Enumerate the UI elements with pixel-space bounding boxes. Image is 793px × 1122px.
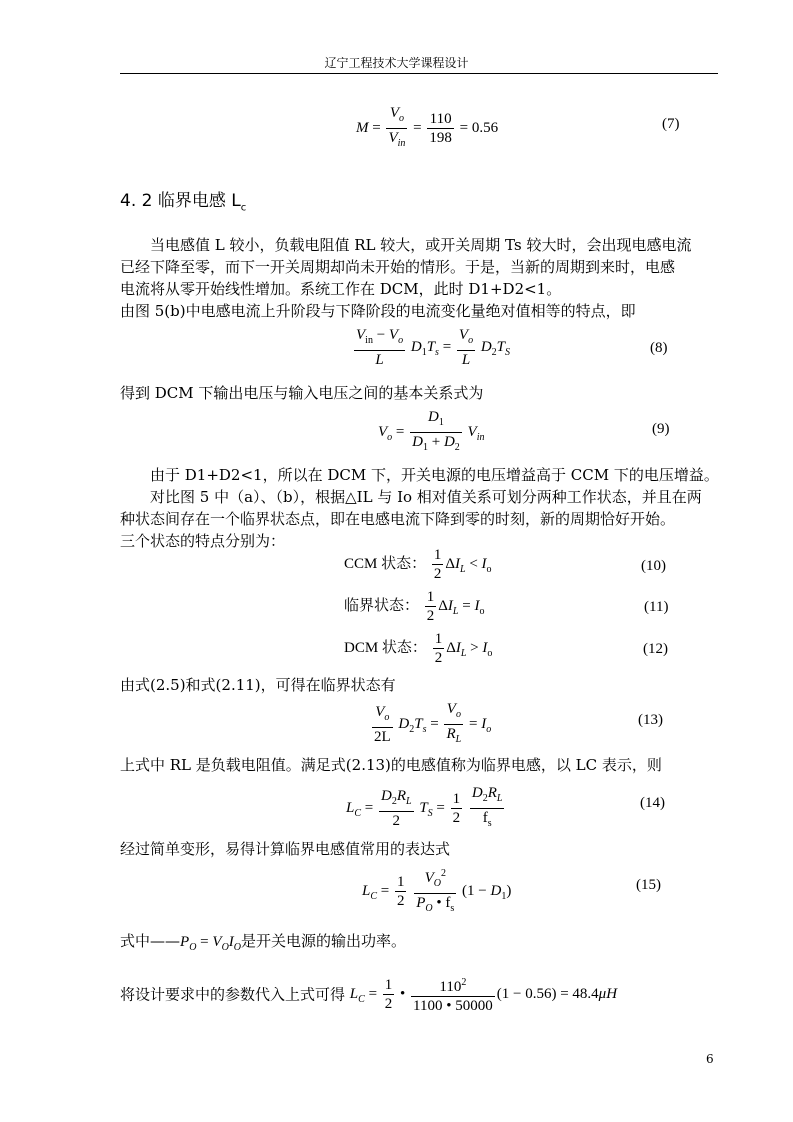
- paragraph-line: 由式(2.5)和式(2.11)，可得在临界状态有: [120, 676, 396, 694]
- equation-14: $L_C$ = $\frac{D_2R_L}{2}$ $T_S$ = $\frac{1}{2}$ $\frac{D_2R_L}{f_s}$: [346, 785, 503, 829]
- paragraph-line: 将设计要求中的参数代入上式可得 $L_C$ = $\frac{1}{2}$ • $\frac{110^2}{1100 • 50000}$ (1 − 0.56) = 48.4μH: [120, 974, 617, 1015]
- header-rule: [120, 73, 718, 74]
- equation-9: $V_o$ = $\frac{D_1}{D_1 + D_2}$ $V_{in}$: [378, 409, 485, 453]
- paragraph-line: 得到 DCM 下输出电压与输入电压之间的基本关系式为: [120, 384, 484, 402]
- equation-number-11: (11): [644, 599, 669, 615]
- paragraph-line: 对比图 5 中（a）、（b），根据△IL 与 Io 相对值关系可划分两种工作状态，并且在两: [150, 488, 702, 506]
- equation-number-7: (7): [662, 116, 680, 132]
- equation-10: CCM 状态： $\frac{1}{2}$ $\Delta I_L < I_o$: [344, 547, 492, 582]
- page-number: 6: [706, 1052, 714, 1066]
- paragraph-line: 已经下降至零，而下一开关周期却尚未开始的情形。于是，当新的周期到来时，电感: [120, 258, 676, 276]
- equation-7: M = $\frac{V_o}{V_{in}}$ = $\frac{110}{198}$ = 0.56: [356, 105, 499, 149]
- equation-number-10: (10): [641, 558, 666, 574]
- paragraph-line: 由于 D1+D2<1，所以在 DCM 下，开关电源的电压增益高于 CCM 下的电压增益。: [150, 466, 719, 484]
- paragraph-line: 经过简单变形，易得计算临界电感值常用的表达式: [120, 840, 451, 858]
- running-header: 辽宁工程技术大学课程设计: [324, 56, 469, 70]
- equation-13: $\frac{V_o}{2L}$ $D_2T_s$ = $\frac{V_o}{R_L}$ = $I_o$: [374, 701, 492, 745]
- paragraph-line: 上式中 RL 是负载电阻值。满足式(2.13)的电感值称为临界电感，以 LC 表示，则: [120, 756, 662, 774]
- equation-number-12: (12): [643, 641, 668, 657]
- equation-number-8: (8): [650, 340, 668, 356]
- equation-12: DCM 状态： $\frac{1}{2}$ $\Delta I_L > I_o$: [344, 631, 493, 666]
- equation-8: $\frac{V_{in} - V_o}{L}$ $D_1T_s$ = $\frac{V_o}{L}$ $D_2T_S$: [356, 327, 511, 368]
- paragraph-line: 由图 5(b)中电感电流上升阶段与下降阶段的电流变化量绝对值相等的特点，即: [120, 302, 636, 320]
- equation-number-13: (13): [638, 712, 663, 728]
- paragraph-line: 当电感值 L 较小，负载电阻值 RL 较大，或开关周期 Ts 较大时，会出现电感电流: [150, 236, 692, 254]
- equation-number-9: (9): [652, 421, 670, 437]
- section-heading: 4. 2 临界电感 $L_c$: [120, 191, 247, 214]
- equation-15: $L_C$ = $\frac{1}{2}$ $\frac{V_O^2}{P_O • f_s}$ $(1 - D_1)$: [362, 865, 511, 918]
- equation-final: $L_C$ = $\frac{1}{2}$ • $\frac{110^2}{1100 • 50000}$ (1 − 0.56) = 48.4μH: [350, 986, 617, 1002]
- paragraph-line: 式中$——P_O = V_OI_O$是开关电源的输出功率。: [120, 932, 407, 953]
- paragraph-line: 种状态间存在一个临界状态点，即在电感电流下降到零的时刻，新的周期恰好开始。: [120, 510, 676, 528]
- equation-11: 临界状态： $\frac{1}{2}$ $\Delta I_L = I_o$: [344, 589, 485, 624]
- paragraph-line: 电流将从零开始线性增加。系统工作在 DCM，此时 D1+D2<1。: [120, 280, 562, 298]
- equation-number-15: (15): [636, 877, 661, 893]
- paragraph-line: 三个状态的特点分别为：: [120, 532, 286, 550]
- equation-number-14: (14): [640, 795, 665, 811]
